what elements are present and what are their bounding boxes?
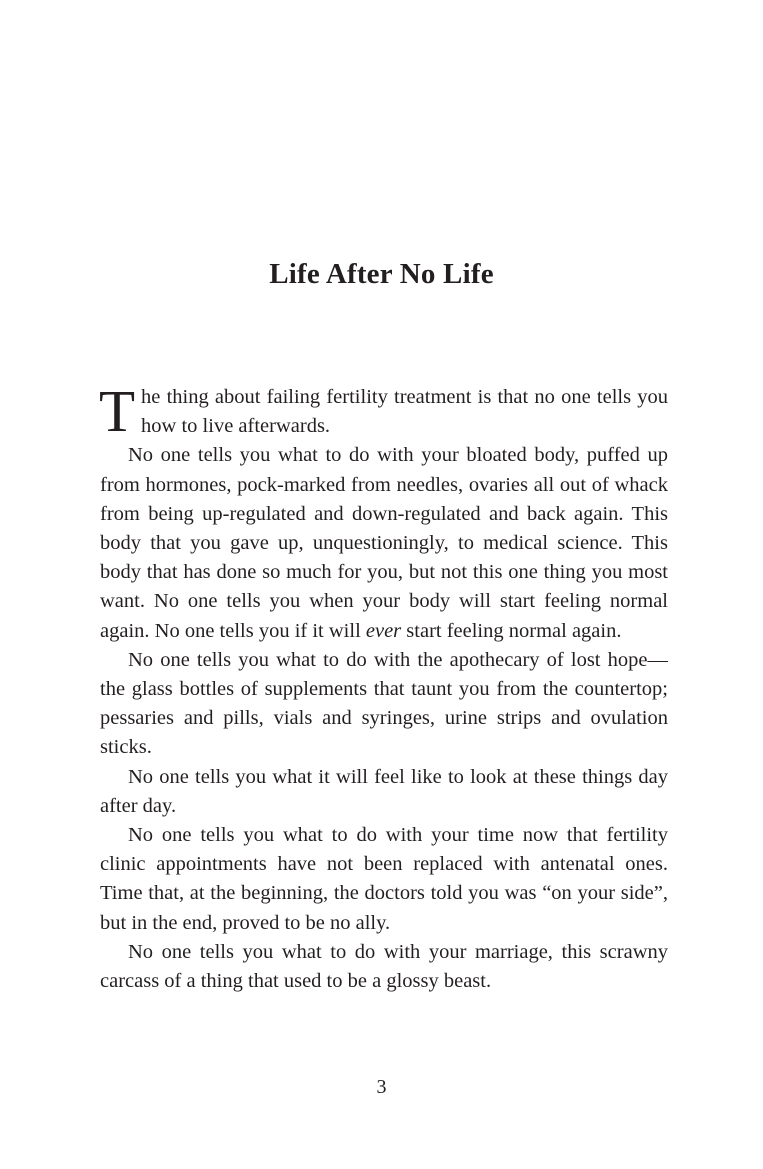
paragraph-2 <box>100 441 668 645</box>
paragraph-3: No one tells you what to do with the apothecary of lost hope—the glass bottles of supplements that taunt you from the countertop; pessaries and pills, vials and syringes, urine strips and ovulation sticks. <box>100 648 668 759</box>
paragraph-1-text: he thing about failing fertility treatment is that no one tells you how to live afterwards. <box>141 386 668 438</box>
drop-cap: T <box>99 378 136 444</box>
chapter-title: Life After No Life <box>269 258 494 290</box>
emphasis-ever: ever <box>365 619 402 642</box>
paragraph-2-text: No one tells you what to do with your bloated body, puffed up from hormones, pock-marked from needles, ovaries all out of whack from being up-regulated and down-regulated and back again. This body that you gave up, unquestioningly, to medical science. This body that has done so much for you, but not this one thing you most want. No one tells you when your body will start feeling normal again. No one tells you if it will <box>100 444 668 642</box>
paragraph-5: No one tells you what to do with your time now that fertility clinic appointments have not been replaced with antenatal ones. Time that, at the beginning, the doctors told you was “on your side”, but in the end, proved to be no ally. <box>100 824 668 934</box>
paragraph-4: No one tells you what it will feel like to look at these things day after day. <box>100 765 668 817</box>
paragraph-1 <box>99 378 668 444</box>
paragraph-2-text-end: start feeling normal again. <box>401 619 622 642</box>
paragraph-6: No one tells you what to do with your marriage, this scrawny carcass of a thing that used to be a glossy beast. <box>100 940 668 993</box>
chapter-body <box>99 378 668 996</box>
page-number: 3 <box>376 1076 387 1098</box>
